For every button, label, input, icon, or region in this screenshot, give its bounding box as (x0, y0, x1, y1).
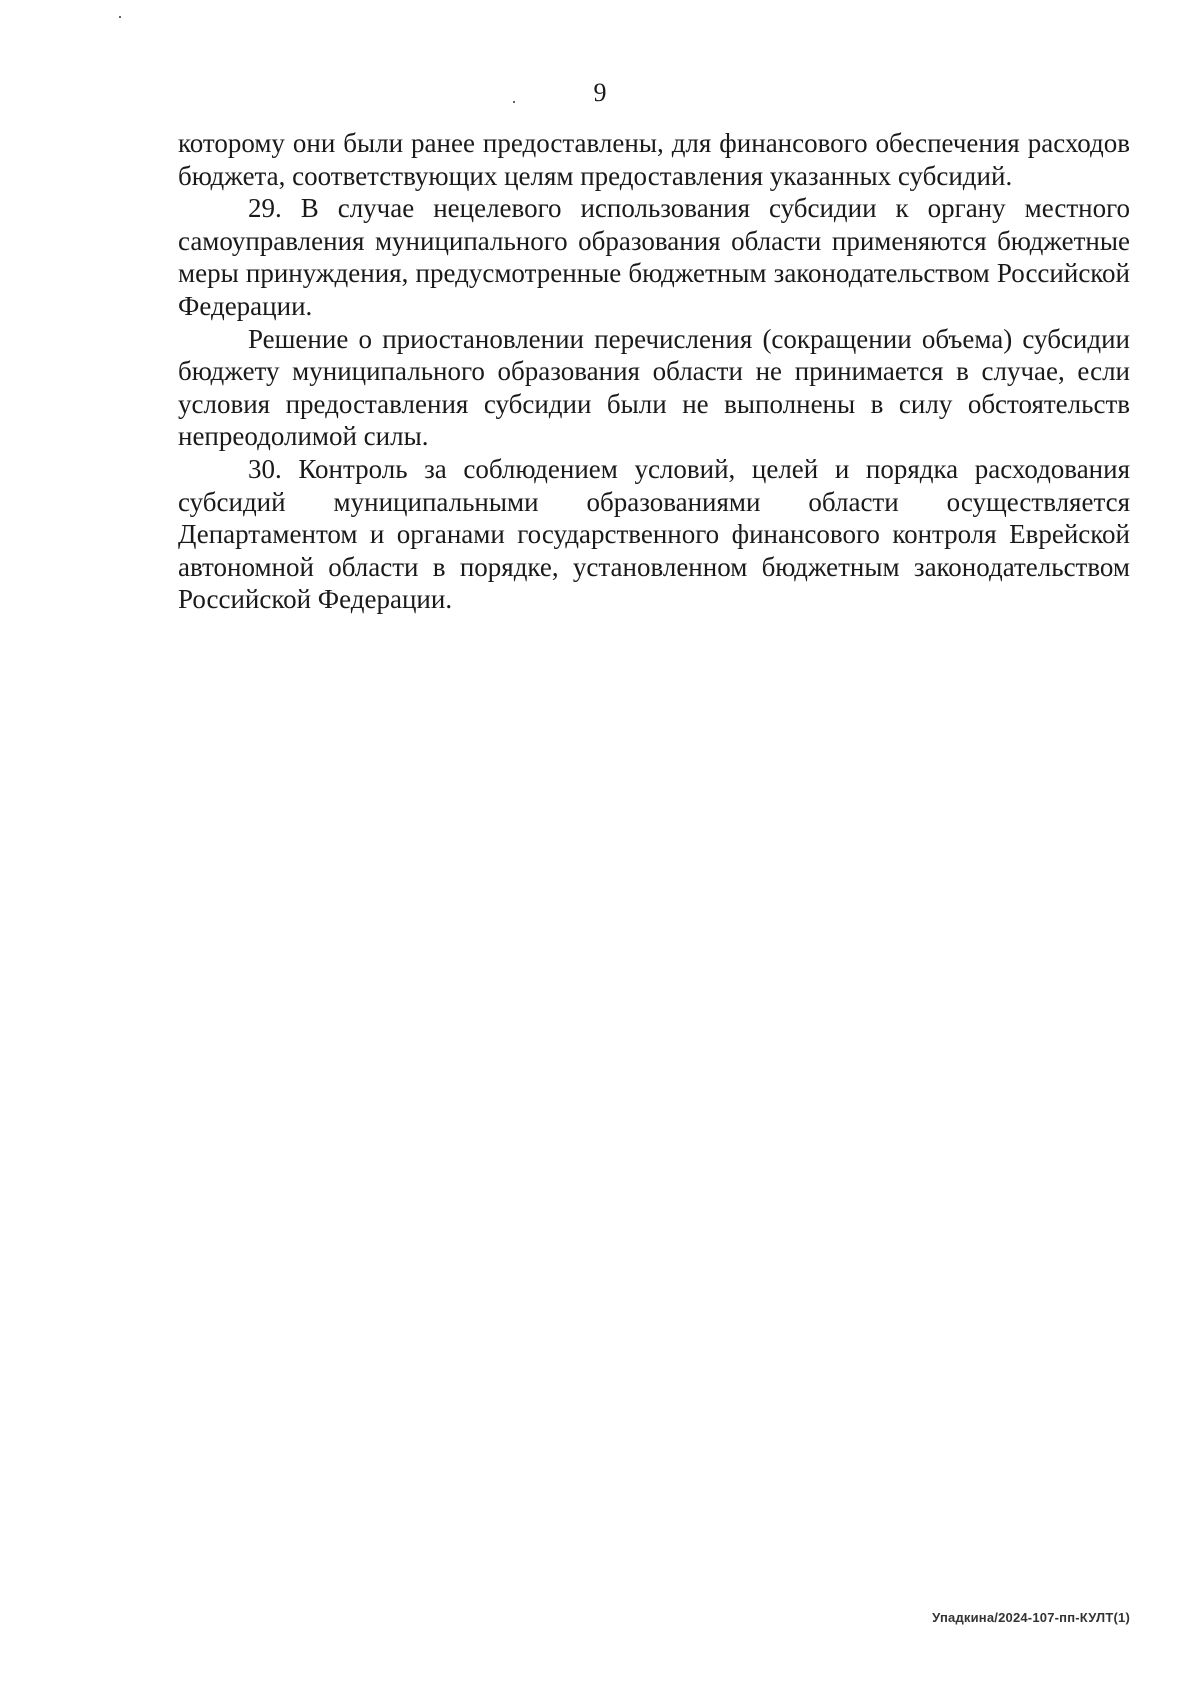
document-code: Упадкина/2024-107-пп-КУЛТ(1) (932, 1610, 1130, 1625)
paragraph-29: 29. В случае нецелевого использования субсидии к органу местного самоуправления муниципального образования области применяются бюджетные меры принуждения, предусмотренные бюджетным законодательством Российской Федерации. (178, 193, 1130, 321)
scan-speck (119, 16, 121, 18)
document-body (178, 127, 1130, 616)
paragraph-continuation: которому они были ранее предоставлены, для финансового обеспечения расходов бюджета, соответствующих целям предоставления указанных субсидий. (178, 128, 1130, 191)
paragraph-decision: Решение о приостановлении перечисления (сокращении объема) субсидии бюджету муниципального образования области не принимается в случае, если условия предоставления субсидии были не выполнены в силу обстоятельств непреодолимой силы. (178, 323, 1130, 452)
paragraph-30: 30. Контроль за соблюдением условий, целей и порядка расходования субсидий муниципальными образованиями области осуществляется Департаментом и органами государственного финансового контроля Еврейской автономной области в порядке, установленном бюджетным законодательством Российской Федерации. (178, 453, 1130, 615)
page-number: 9 (593, 78, 607, 107)
